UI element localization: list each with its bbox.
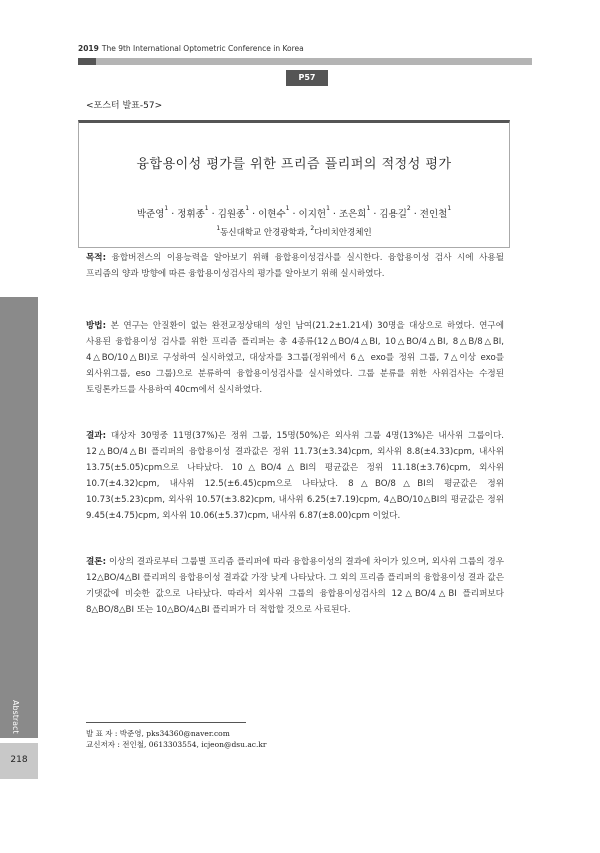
author: 김용길 [379,209,407,220]
corresponding-author-info: 교신저자 : 전인철, 0613303554, icjeon@dsu.ac.kr [86,740,267,749]
poster-code-badge: P57 [286,70,328,86]
conference-header [78,44,304,53]
footnote [86,728,267,750]
section-text: 이상의 결과로부터 그룹별 프리즘 플리퍼에 따라 융합용이성의 결과에 차이가 있으며, 외사위 그룹의 경우 12△BO/4△BI 플리퍼의 융합용이성 결과값 가장 낮게 나타났다. 그 외의 프리즘 플리퍼의 융합용이성 결과 값은 기댓값에 비슷한 값으로 나타났다. 따라서 외사위 그룹의 융합용이성검사의 12△BO/4△BI 플리퍼보다 8△BO/8△BI 또는 10△BO/4△BI 플리퍼가 더 적합할 것으로 사료된다. [86,557,504,615]
page-number: 218 [10,755,28,765]
author: 김원종 [217,209,246,220]
author: 이현수 [258,209,286,220]
methods-section [86,318,504,398]
section-text: 융합버전스의 이용능력을 알아보기 위해 융합용이성검사를 실시한다. 융합용이성 검사 시에 사용될 프리즘의 양과 방향에 따른 융합용이성검사의 평가를 알아보기 위해 실시하였다. [86,253,504,279]
purpose-section [86,250,504,282]
section-text: 본 연구는 안질환이 없는 완전교정상태의 성인 남여(21.2±1.21세) 30명을 대상으로 하였다. 연구에 사용된 융합용이성 검사를 위한 프리즘 플리퍼는 총 4종류(12△BO/4△BI, 10△BO/4△BI, 8△B/8△BI, 4△BO/10△BI)로 구성하여 실시하였고, 대상자를 3그룹(정위에서 6△ exo를 정위 그룹, 7△이상 exo를 외사위그룹, eso 그룹)으로 분류하여 융합용이성검사를 실시하였다. 그룹 분류를 위한 사위검사는 수정된 토링톤카드를 사용하여 40cm에서 실시하였다. [86,321,504,395]
results-section [86,428,504,524]
affiliation: 다비치안경체인 [314,228,372,238]
affiliation: 동신대학교 안경광학과 [220,228,305,238]
section-label: 목적: [86,253,107,263]
section-label: 결과: [86,431,107,441]
title-box [78,120,510,248]
section-text: 대상자 30명중 11명(37%)은 정위 그룹, 15명(50%)은 외사위 그룹 4명(13%)은 내사위 그룹이다. 12△BO/4△BI 플리퍼의 융합용이성 결과값은 정위 11.73(±3.34)cpm, 외사위 8.8(±4.33)cpm, 내사위 13.75(±5.05)cpm으로 나타났다. 10△BO/4△BI의 평균값은 정위 11.18(±3.76)cpm, 외사위 10.7(±4.32)cpm, 내사위 12.5(±6.45)cpm으로 나타났다. 8△BO/8△BI의 평균값은 정위 10.73(±5.23)cpm, 외사위 10.57(±3.82)cpm, 내사위 6.25(±7.19)cpm, 4△BO/10△BI의 평균값은 정위 9.45(±4.75)cpm, 외사위 10.06(±5.37)cpm, 내사위 6.87(±8.00)cpm 이었다. [86,431,504,521]
author: 정휘종 [177,209,205,220]
conference-name: The 9th International Optometric Conference in Korea [101,44,304,53]
author: 박준영 [136,209,165,220]
section-label: 방법: [86,321,107,331]
author-list: 박준영$^1$ · 정휘종$^1$ · 김원종$^1$ · 이현수$^1$ · 이지헌$^1$ · 조은희$^1$ · 김용길$^2$ · 전인철$^1$ [136,205,452,220]
section-label: 결론: [86,557,107,567]
author: 조은희 [338,209,367,220]
paper-title: 융합용이성 평가를 위한 프리즘 플리퍼의 적정성 평가 [136,157,452,172]
side-tab-label: Abstract [11,700,20,734]
header-bar-accent [78,58,96,65]
footnote-divider [86,722,246,723]
affiliations: $^1$동신대학교 안경광학과, $^2$다비치안경체인 [216,225,372,238]
author: 이지헌 [298,209,327,220]
conclusion-section [86,554,504,618]
presenter-info: 발 표 자 : 박준영, pks34360@naver.com [86,729,230,738]
conference-year: 2019 [78,44,99,53]
side-tab [0,297,38,738]
author: 전인철 [419,209,448,220]
header-bar [96,58,532,65]
poster-label: <포스터 발표-57> [86,101,163,111]
